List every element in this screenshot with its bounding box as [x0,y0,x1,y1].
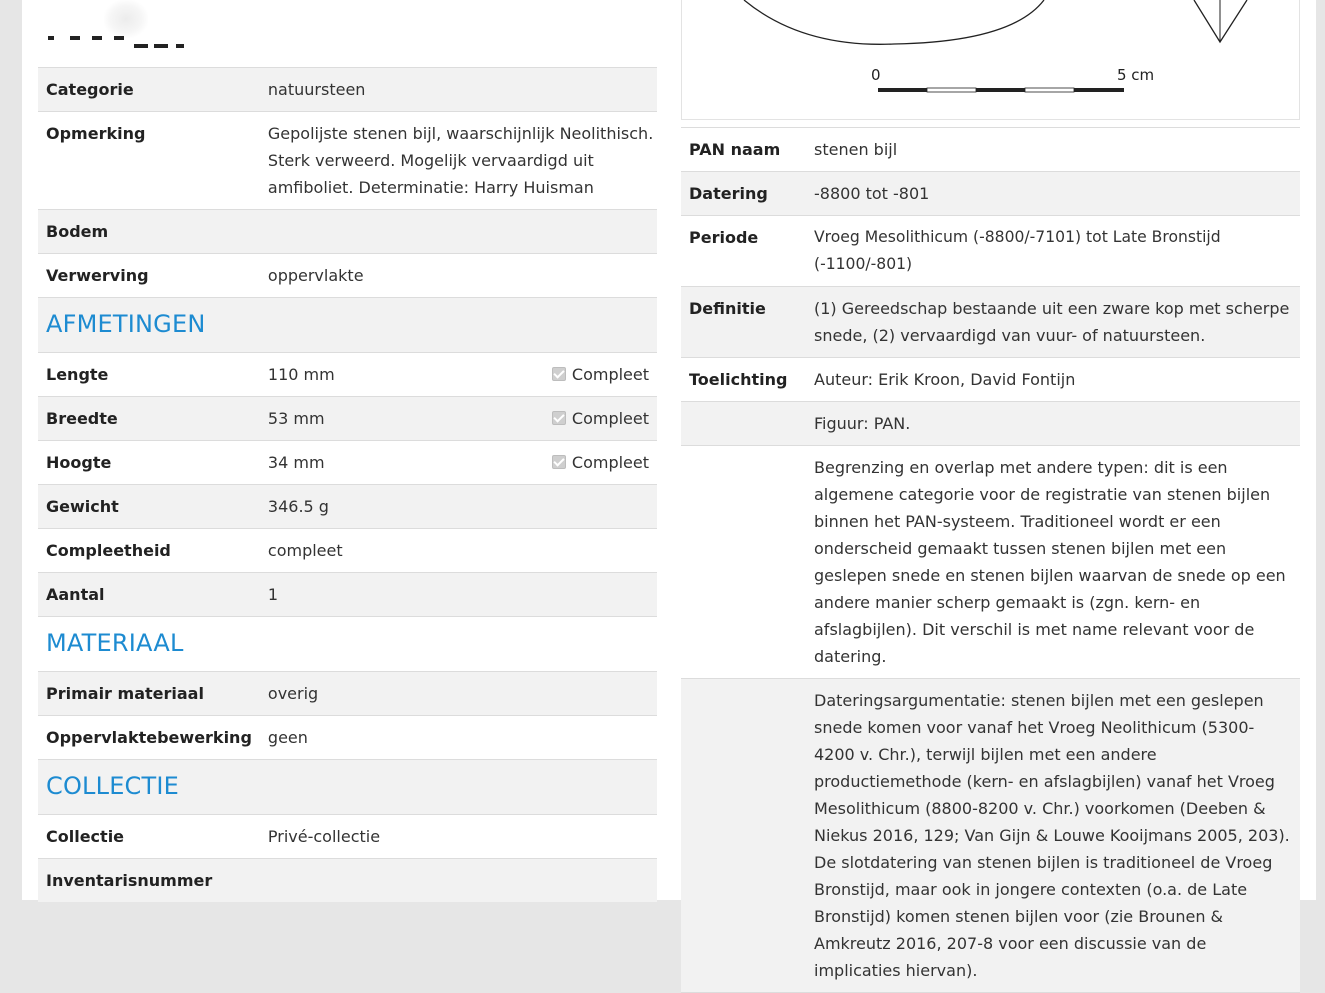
label: Opmerking [38,112,260,210]
label: Collectie [38,815,260,859]
checkbox-icon [552,411,566,425]
value: Dateringsargumentatie: stenen bijlen met een geslepen snede komen voor vanaf het Vroeg Neolithicum (5300-4200 v. Chr.), terwijl bijlen met een andere productiemethode (kern- en afslagbijlen) vanaf het Vroeg Mesolithicum (8800-8200 v. Chr.) voorkomen (Deeben & Niekus 2016, 129; Van Gijn & Louwe Kooijmans 2005, 203). De slotdatering van stenen bijlen is traditioneel de Vroeg Bronstijd, maar ook in jongere contexten (o.a. de Late Bronstijd) komen stenen bijlen voor (zie Brounen & Amkreutz 2016, 207-8 voor een discussie van de implicaties hiervan). [806,679,1300,993]
row-collectie [38,815,657,859]
row-oppervlaktebewerking [38,716,657,760]
row-begrenzing [681,446,1300,679]
find-photo-area [38,0,657,67]
value: natuursteen [260,68,657,112]
label [681,402,806,446]
label: Aantal [38,573,260,617]
scale-start-label: 0 [871,66,881,84]
value: 1 [260,573,657,617]
label: Compleetheid [38,529,260,573]
value: 110 mm [260,353,544,397]
value: 34 mm [260,441,544,485]
row-aantal [38,573,657,617]
value: Vroeg Mesolithicum (-8800/-7101) tot Late Bronstijd (-1100/-801) [806,216,1300,287]
compleet-check [544,441,657,485]
value: 346.5 g [260,485,657,529]
value: Figuur: PAN. [806,402,1300,446]
row-breedte [38,397,657,441]
row-primair-materiaal [38,672,657,716]
row-pan-naam [681,128,1300,172]
section-materiaal [38,617,657,672]
label: Oppervlaktebewerking [38,716,260,760]
find-photo [104,0,148,38]
find-properties-table [38,67,657,902]
label: Definitie [681,287,806,358]
label [681,446,806,679]
compleet-check [544,353,657,397]
page [22,0,1316,980]
section-collectie [38,760,657,815]
type-properties [681,127,1300,992]
value [260,859,657,903]
figure-scale-bar [878,88,1124,92]
check-label: Compleet [571,365,649,384]
checkbox-icon [552,455,566,469]
value: Gepolijste stenen bijl, waarschijnlijk Neolithisch. Sterk verweerd. Mogelijk vervaardigd uit amfiboliet. Determinatie: Harry Huisman [260,112,657,210]
type-properties-table [681,127,1300,992]
section-title-collectie: COLLECTIE [46,772,180,800]
row-opmerking [38,112,657,210]
label: Verwerving [38,254,260,298]
section-title-afmetingen: AFMETINGEN [46,310,206,338]
row-periode [681,216,1300,287]
scale-end-label: 5 cm [1117,66,1155,84]
section-title-materiaal: MATERIAAL [46,629,184,657]
row-dateringsargumentatie [681,679,1300,993]
label: Toelichting [681,358,806,402]
label: Primair materiaal [38,672,260,716]
label: Hoogte [38,441,260,485]
checkbox-icon [552,367,566,381]
label: Lengte [38,353,260,397]
row-figuur [681,402,1300,446]
label: Inventarisnummer [38,859,260,903]
value: Begrenzing en overlap met andere typen: dit is een algemene categorie voor de registratie van stenen bijlen binnen het PAN-systeem. Traditioneel wordt er een onderscheid gemaakt tussen stenen bijlen met een geslepen snede en stenen bijlen waarvan de snede op een andere manier scherp gemaakt is (zgn. kern- en afslagbijlen). Dit verschil is met name relevant voor de datering. [806,446,1300,679]
row-categorie [38,68,657,112]
type-figure [681,0,1300,120]
value [260,210,657,254]
section-afmetingen [38,298,657,353]
label: Gewicht [38,485,260,529]
check-label: Compleet [571,409,649,428]
row-hoogte [38,441,657,485]
row-datering [681,172,1300,216]
value: oppervlakte [260,254,657,298]
label: Datering [681,172,806,216]
value: overig [260,672,657,716]
left-column [38,0,657,902]
row-compleetheid [38,529,657,573]
value: -8800 tot -801 [806,172,1300,216]
axe-drawing [682,0,1299,118]
label: Periode [681,216,806,287]
label: Bodem [38,210,260,254]
row-gewicht [38,485,657,529]
value: Auteur: Erik Kroon, David Fontijn [806,358,1300,402]
row-definitie [681,287,1300,358]
label: PAN naam [681,128,806,172]
compleet-check [544,397,657,441]
label: Breedte [38,397,260,441]
row-bodem [38,210,657,254]
value: stenen bijl [806,128,1300,172]
row-inventarisnummer [38,859,657,903]
row-verwerving [38,254,657,298]
label [681,679,806,993]
value: geen [260,716,657,760]
label: Categorie [38,68,260,112]
value: Privé-collectie [260,815,657,859]
row-lengte [38,353,657,397]
value: 53 mm [260,397,544,441]
value: (1) Gereedschap bestaande uit een zware kop met scherpe snede, (2) vervaardigd van vuur- of natuursteen. [806,287,1300,358]
photo-scale-bar [48,36,184,56]
row-toelichting [681,358,1300,402]
value: compleet [260,529,657,573]
check-label: Compleet [571,453,649,472]
